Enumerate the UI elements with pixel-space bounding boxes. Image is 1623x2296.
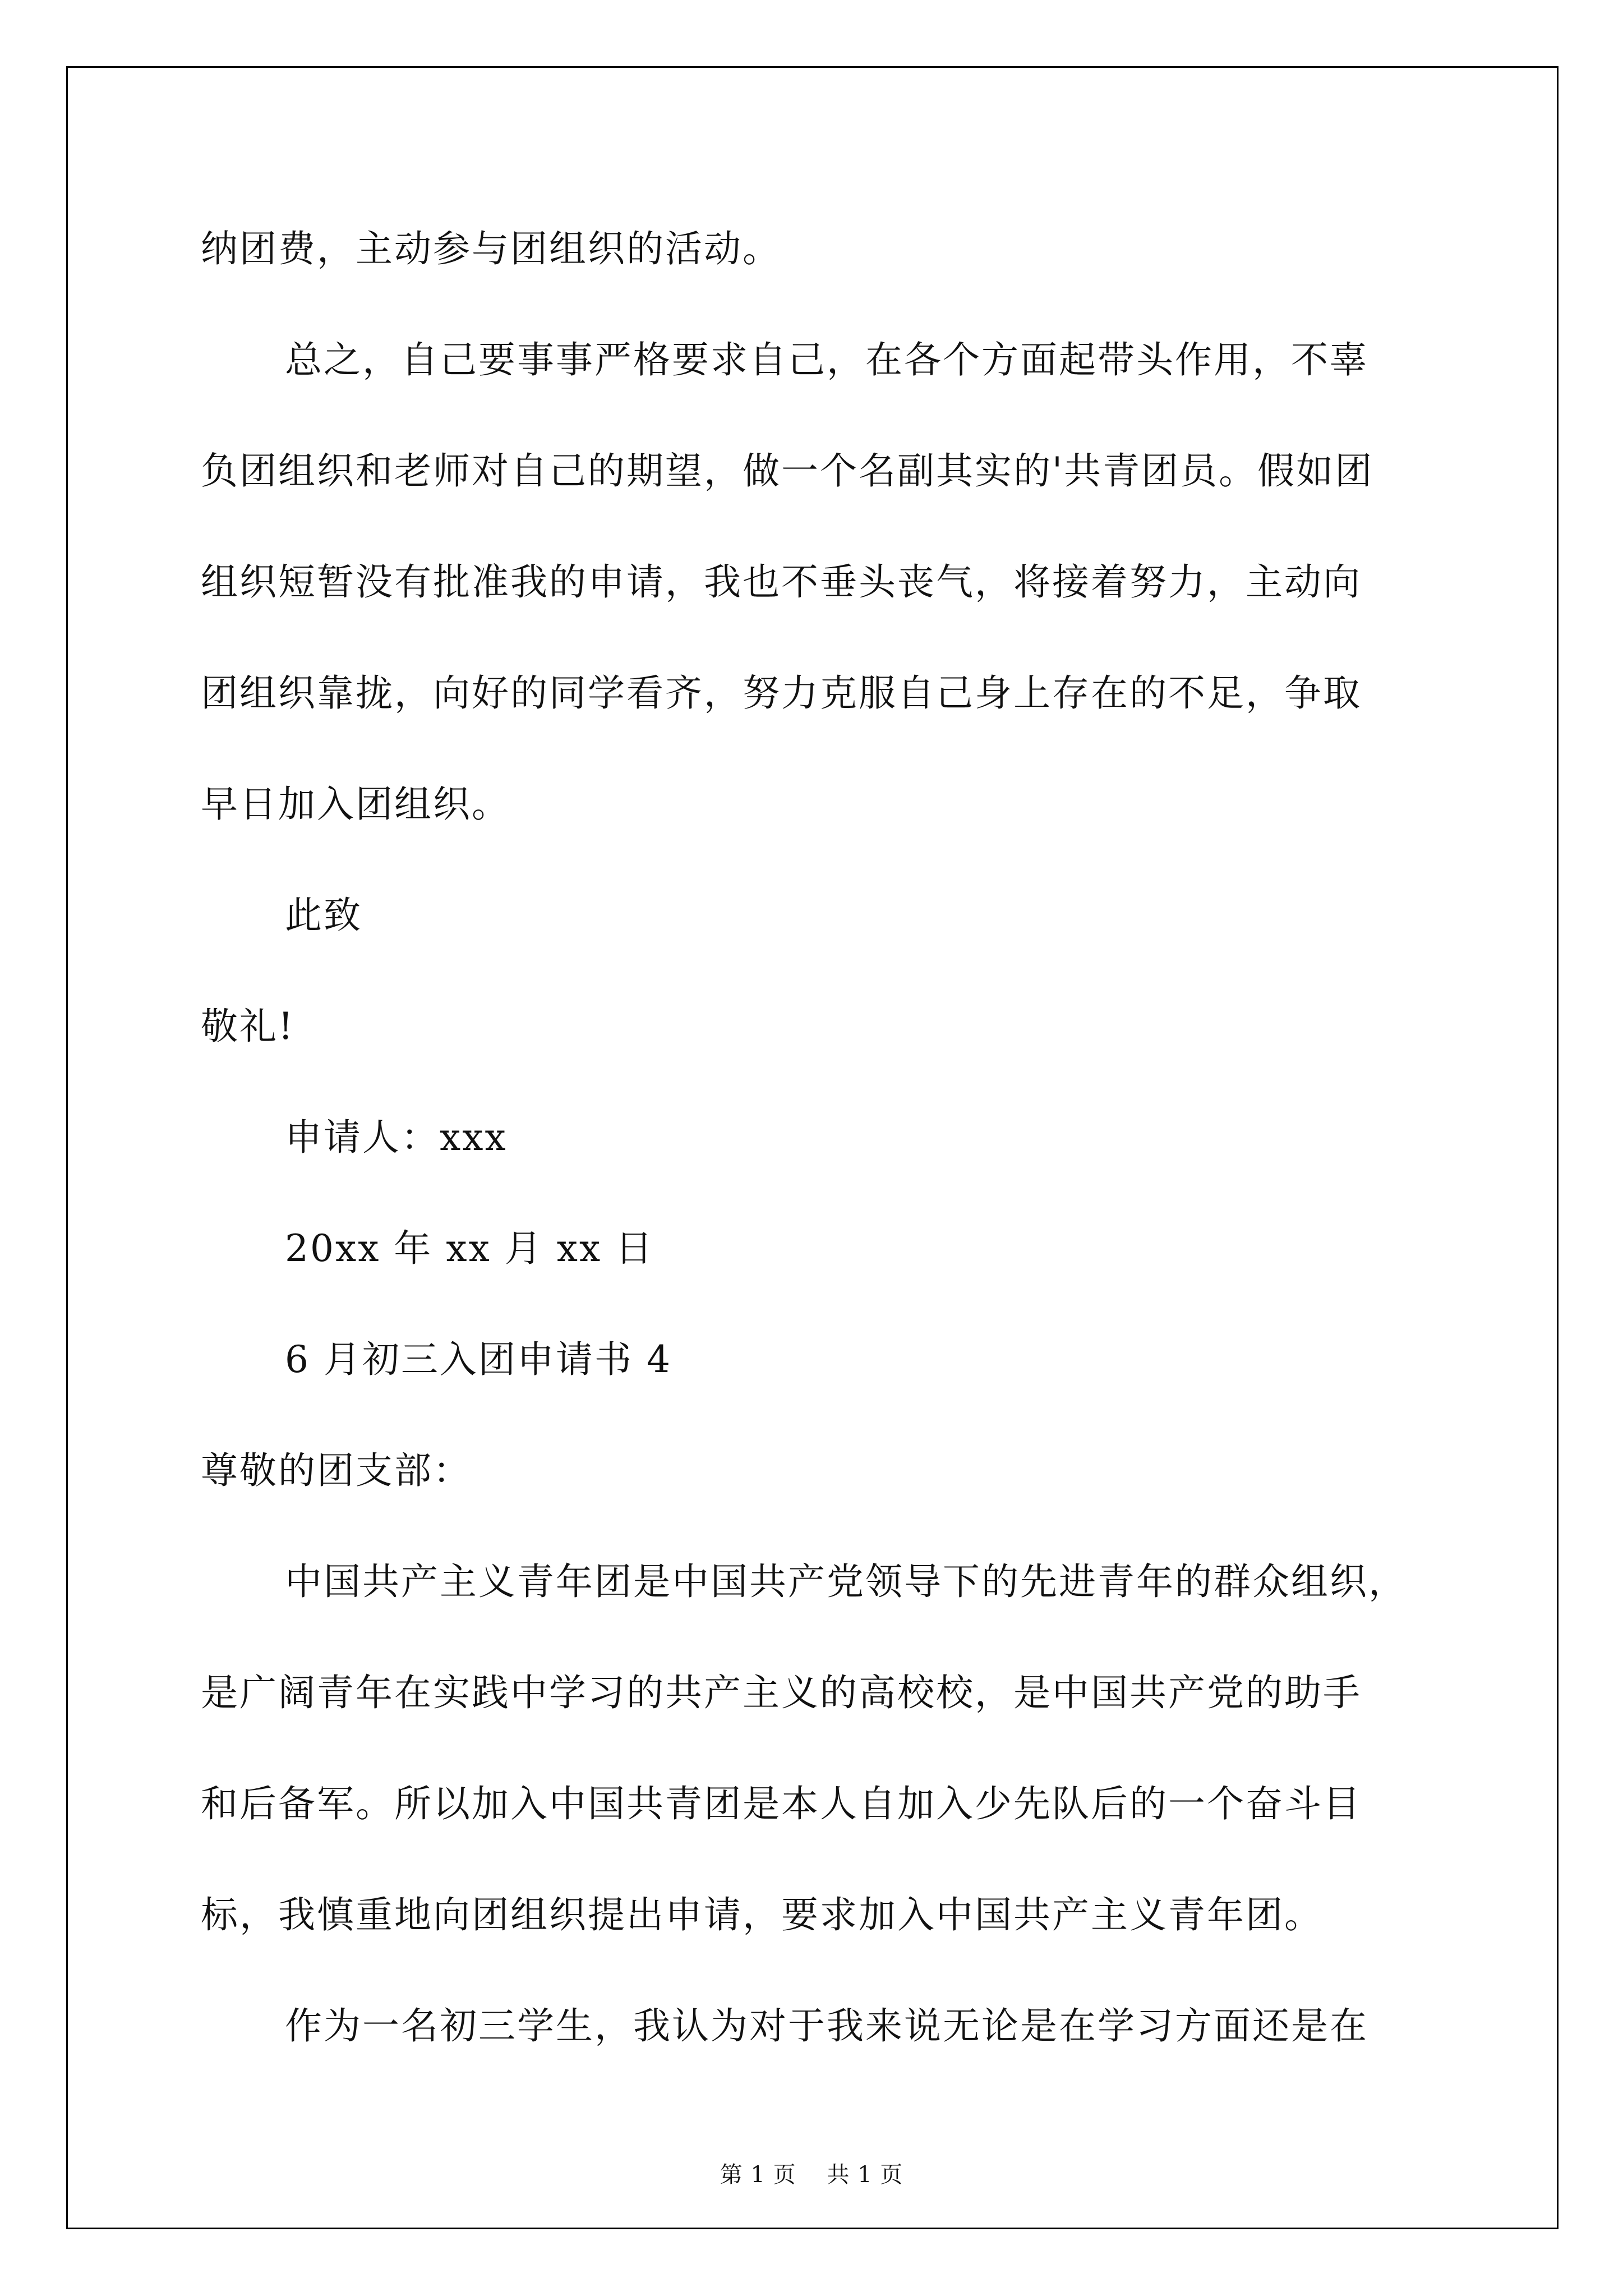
greeting: 尊敬的团支部： (201, 1449, 472, 1492)
paragraph-line: 是广阔青年在实践中学习的共产主义的高校校，是中国共产党的助手 (201, 1671, 1362, 1714)
section-heading: 6 月初三入团申请书 4 (285, 1338, 672, 1381)
paragraph-line: 中国共产主义青年团是中国共产党领导下的先进青年的群众组织， (285, 1560, 1407, 1603)
paragraph-line: 组织短暂没有批准我的申请，我也不垂头丧气，将接着努力，主动向 (201, 560, 1362, 604)
paragraph-line: 总之，自己要事事严格要求自己，在各个方面起带头作用，不辜 (285, 338, 1368, 381)
closing-salutation: 此致 (285, 894, 362, 937)
paragraph-line: 纳团费，主动参与团组织的活动。 (201, 227, 781, 270)
paragraph-line: 作为一名初三学生，我认为对于我来说无论是在学习方面还是在 (285, 2004, 1368, 2047)
page-footer: 第 1 页 共 1 页 (720, 2162, 903, 2188)
closing-regards: 敬礼! (201, 1005, 295, 1048)
document-body (201, 194, 1435, 2082)
paragraph-line: 早日加入团组织。 (201, 783, 510, 826)
paragraph-line: 团组织靠拢，向好的同学看齐，努力克服自己身上存在的不足，争取 (201, 671, 1362, 715)
paragraph-line: 和后备军。所以加入中国共青团是本人自加入少先队后的一个奋斗目 (201, 1782, 1362, 1825)
paragraph-line: 负团组织和老师对自己的期望，做一个名副其实的'共青团员。假如团 (201, 449, 1374, 493)
paragraph-line: 标，我慎重地向团组织提出申请，要求加入中国共产主义青年团。 (201, 1893, 1323, 1936)
application-date: 20xx 年 xx 月 xx 日 (285, 1227, 654, 1270)
applicant-signature: 申请人：xxx (285, 1116, 508, 1159)
